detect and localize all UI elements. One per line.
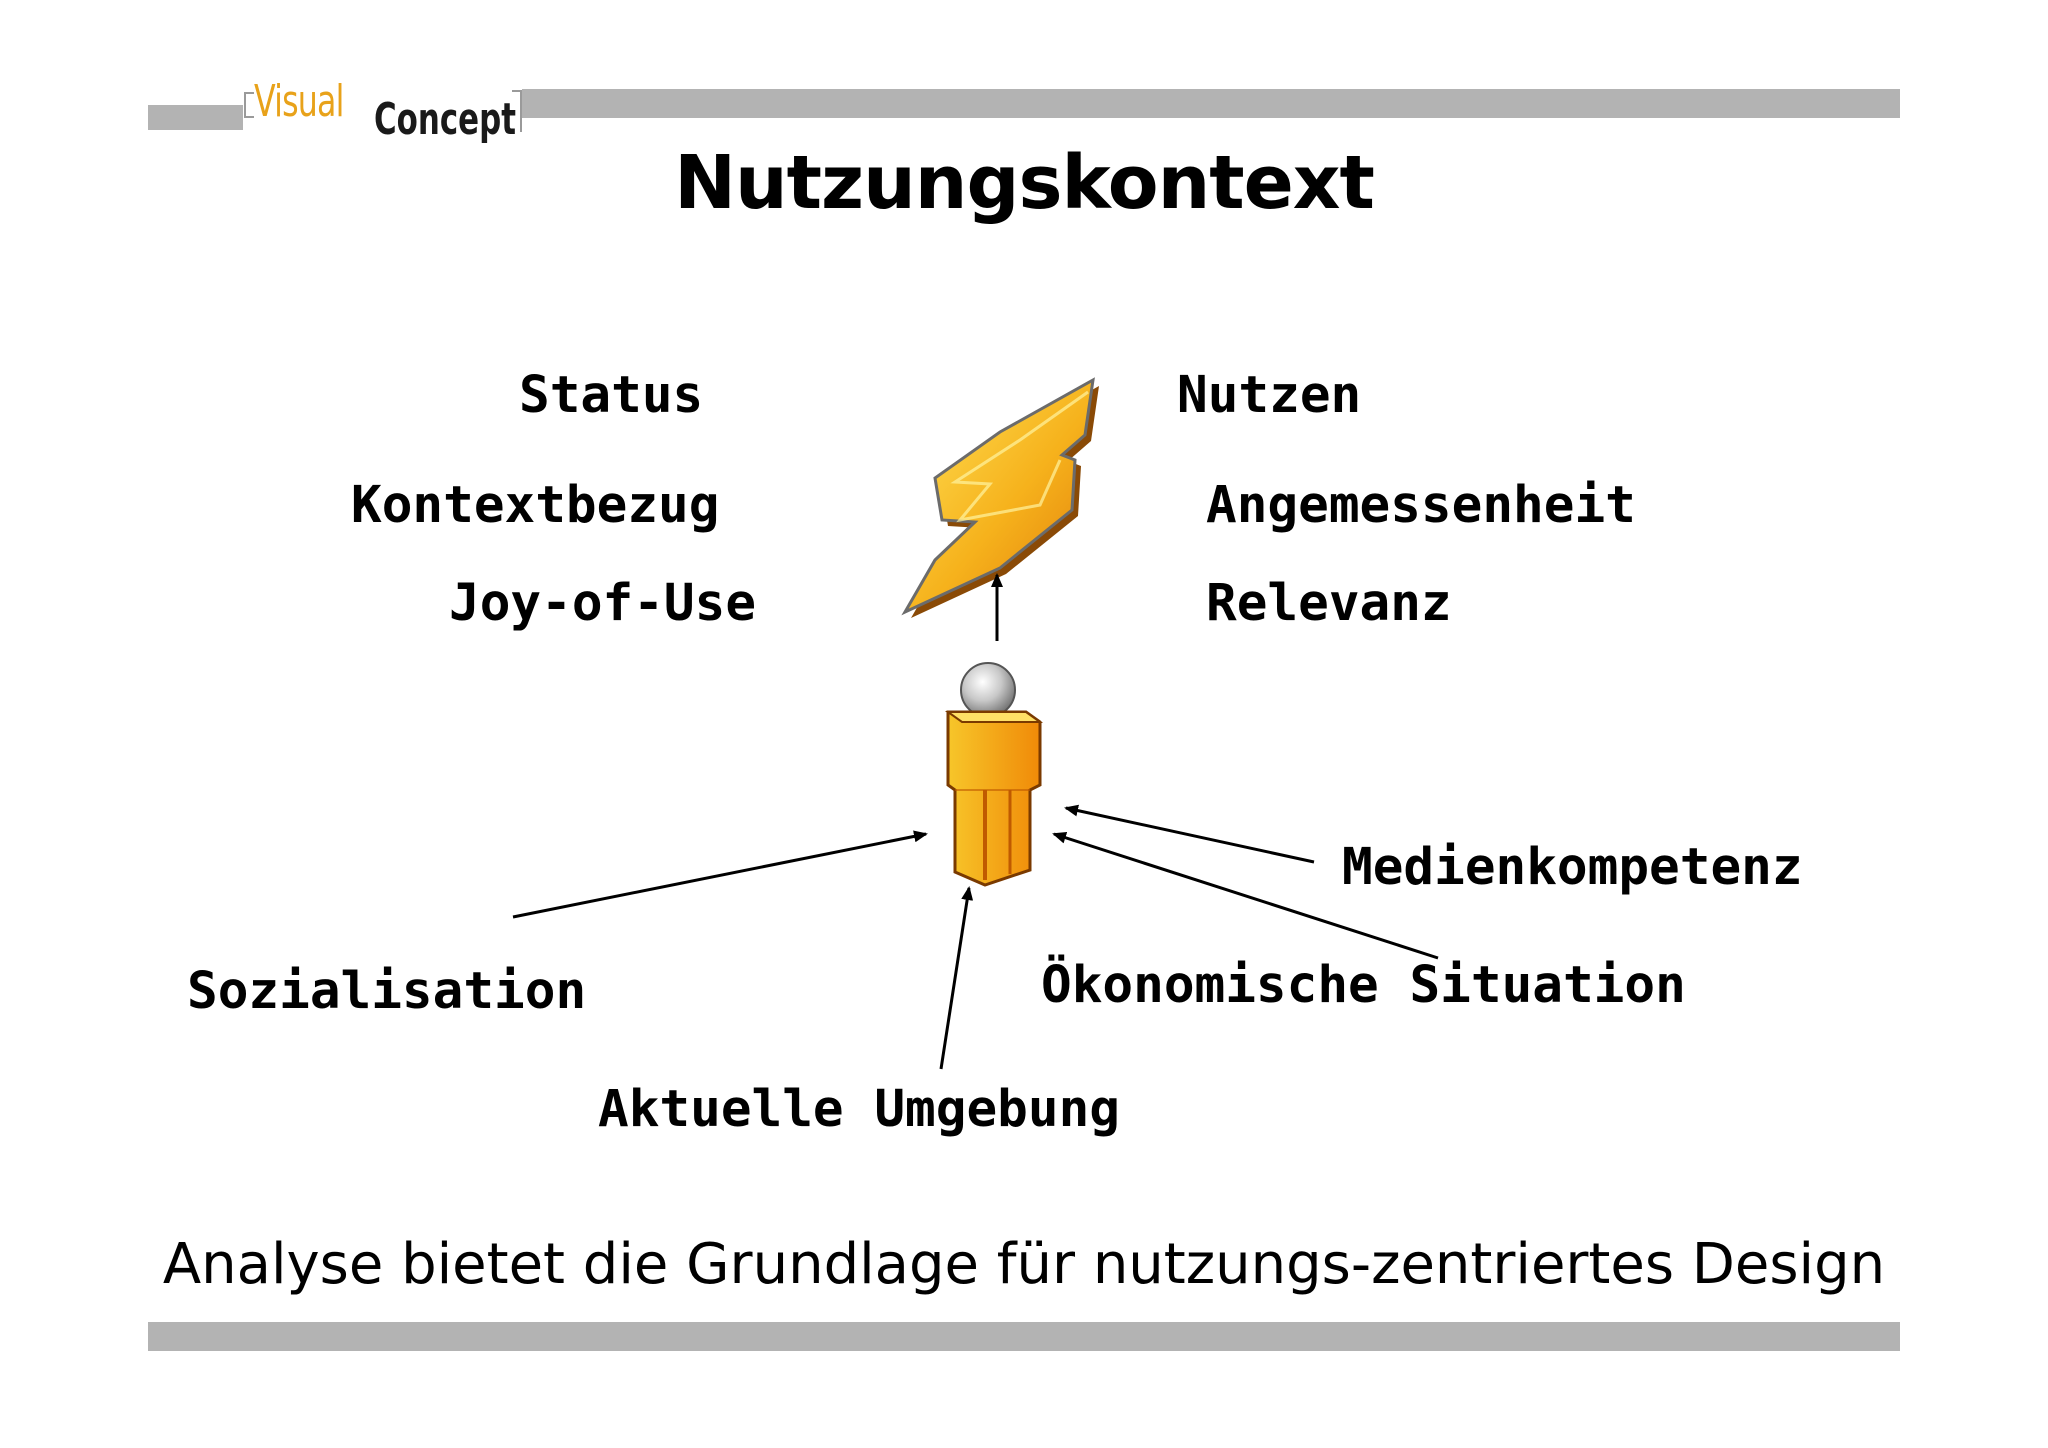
label-medienkompetenz: Medienkompetenz — [1342, 838, 1803, 897]
label-kontextbezug: Kontextbezug — [351, 476, 720, 535]
label-angemessenheit: Angemessenheit — [1206, 476, 1636, 535]
arrow-medienkompetenz — [1066, 808, 1314, 862]
footer-bar — [148, 1322, 1900, 1351]
person-icon — [948, 663, 1040, 885]
label-status: Status — [519, 366, 704, 425]
arrow-aktuelle-umgebung — [941, 888, 969, 1069]
label-nutzen: Nutzen — [1177, 366, 1362, 425]
slide-title: Nutzungskontext — [674, 140, 1374, 226]
footer-statement: Analyse bietet die Grundlage für nutzungs-zentriertes Design — [162, 1232, 1886, 1297]
label-oekonomische-situation: Ökonomische Situation — [1041, 956, 1686, 1015]
arrow-sozialisation — [513, 834, 926, 917]
logo-visual-text: Visual — [254, 76, 344, 127]
label-aktuelle-umgebung: Aktuelle Umgebung — [598, 1080, 1120, 1139]
label-joy-of-use: Joy-of-Use — [449, 574, 757, 633]
label-relevanz: Relevanz — [1206, 574, 1452, 633]
label-sozialisation: Sozialisation — [187, 962, 587, 1021]
lightning-bolt-icon — [905, 380, 1099, 618]
logo-concept-text: Concept — [374, 94, 516, 145]
